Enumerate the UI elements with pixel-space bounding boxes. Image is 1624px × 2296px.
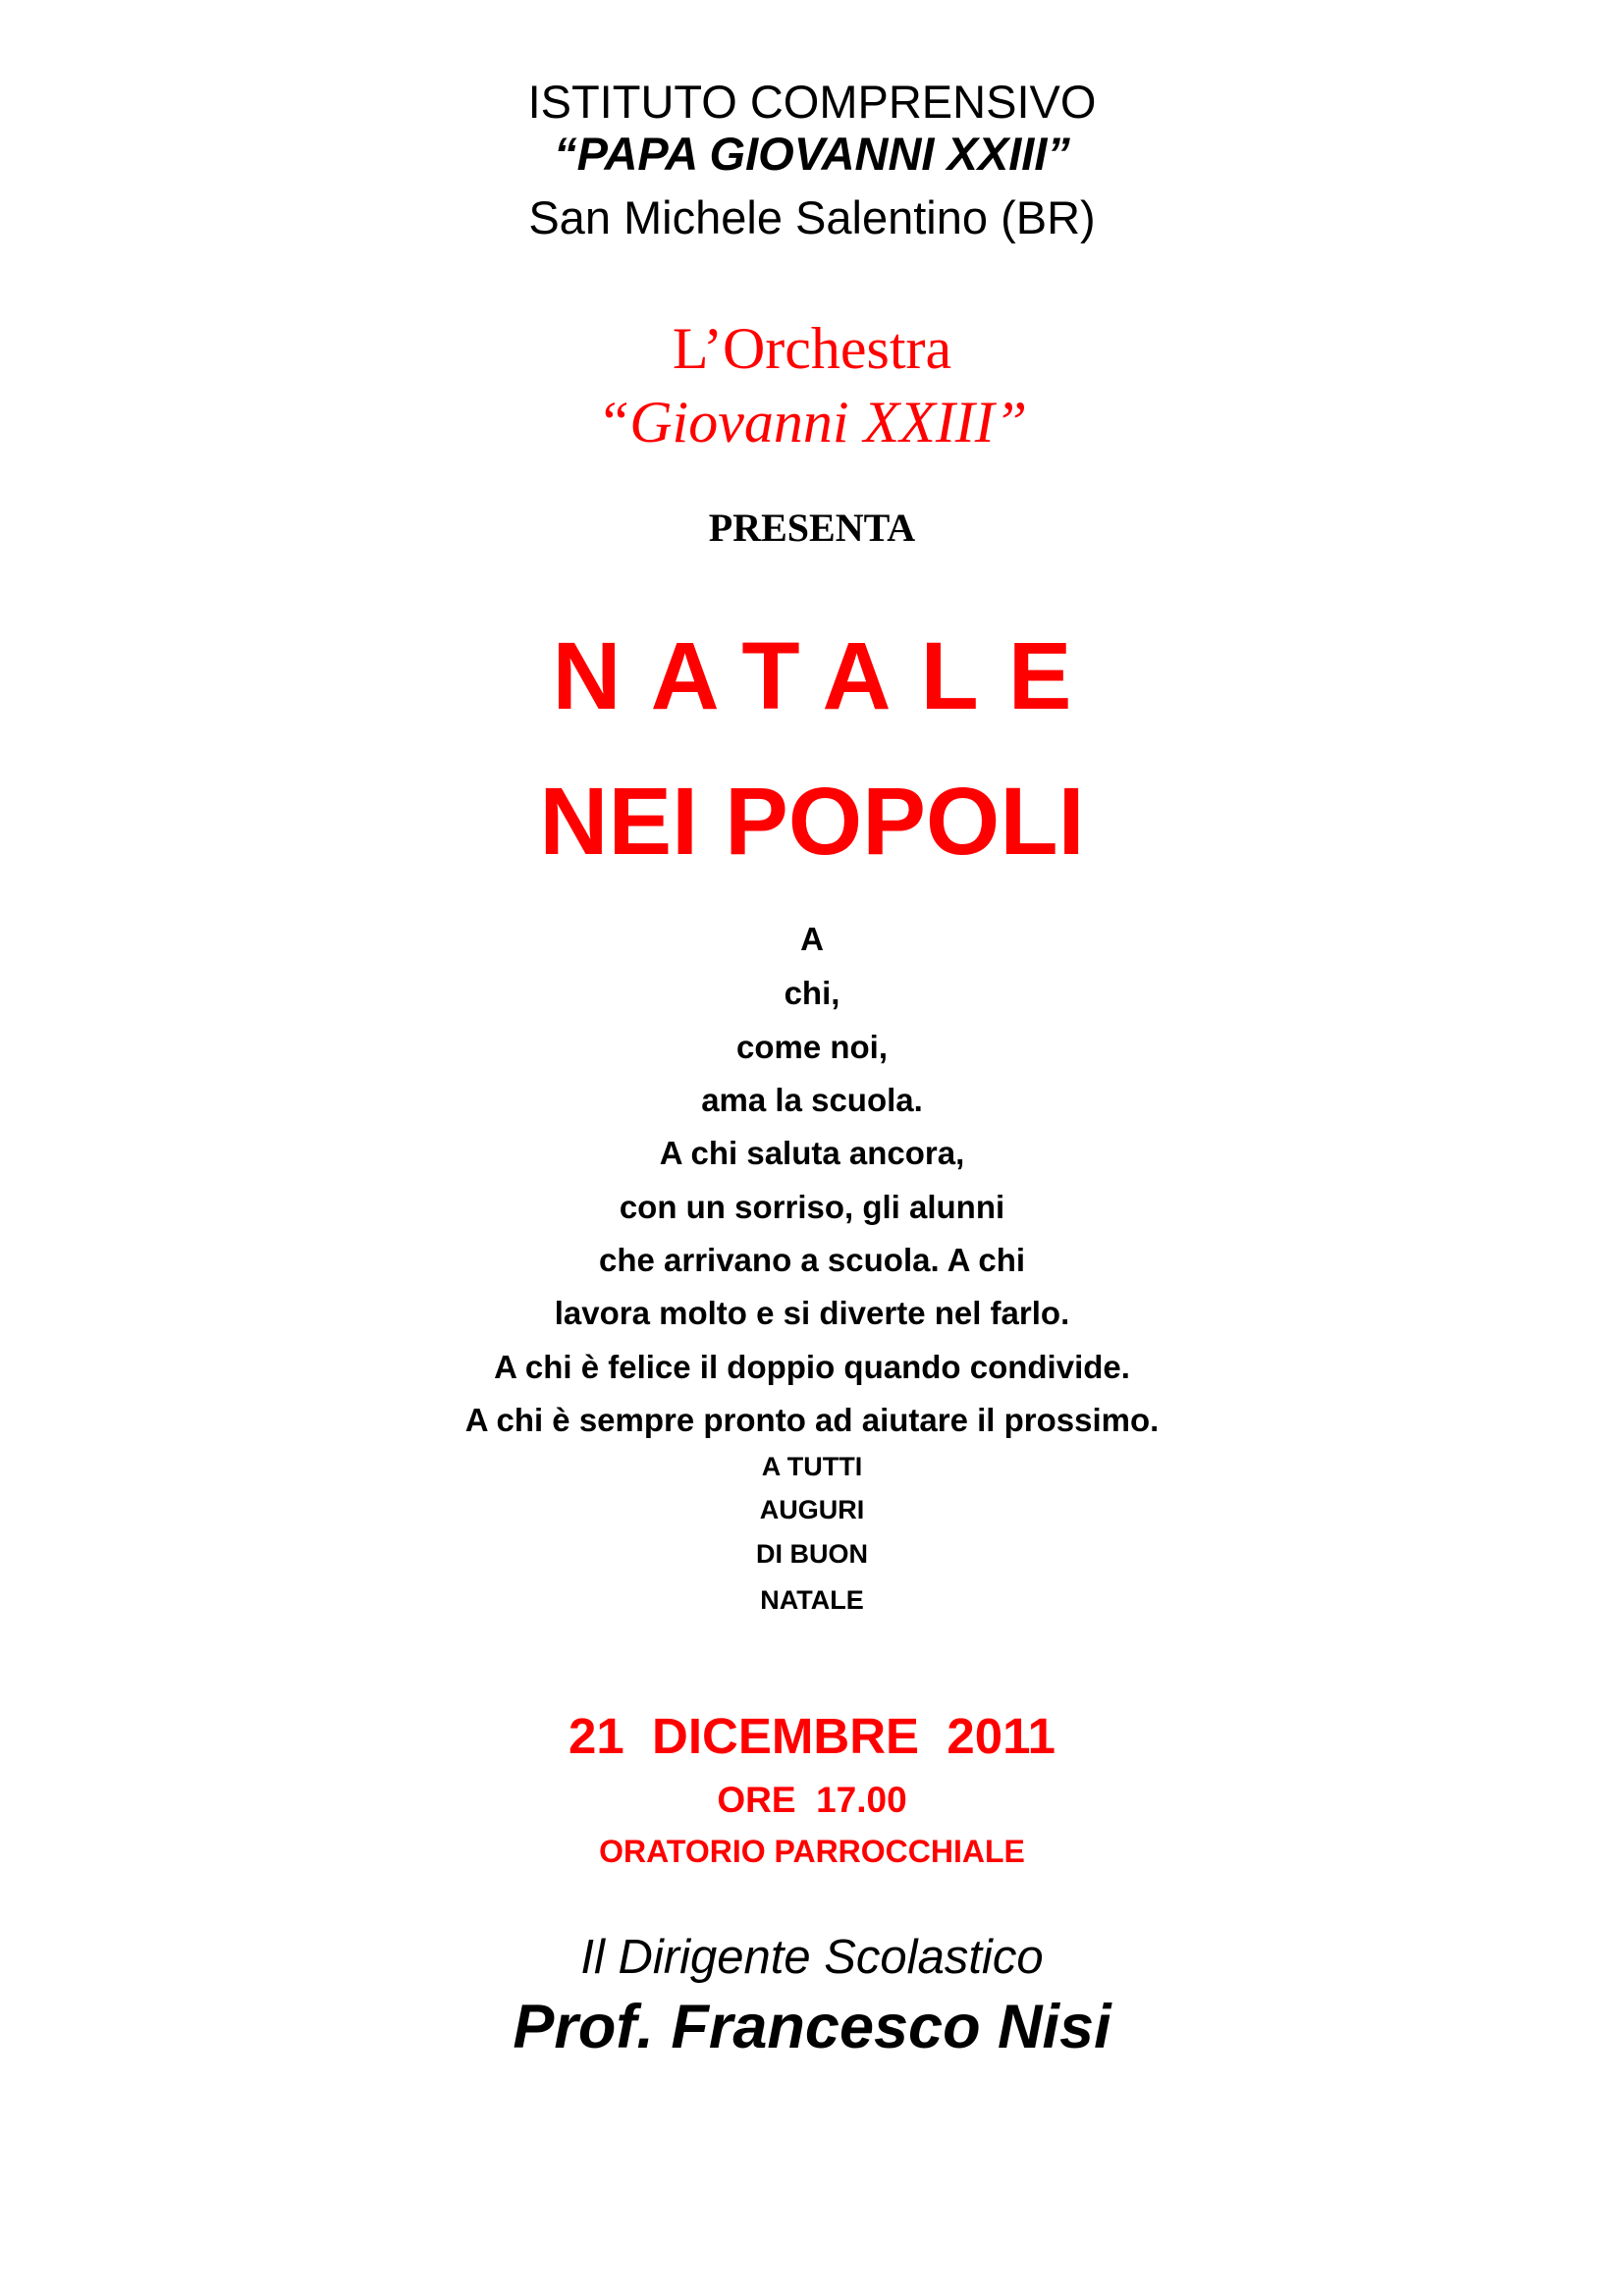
event-place: ORATORIO PARROCCHIALE (599, 1834, 1025, 1869)
poem-line: con un sorriso, gli alunni (619, 1189, 1005, 1225)
poem-line: che arrivano a scuola. A chi (598, 1242, 1026, 1278)
greeting-line: NATALE (760, 1585, 864, 1615)
poem-line: A chi è sempre pronto ad aiutare il prossimo. (464, 1402, 1160, 1438)
school-type-heading: ISTITUTO COMPRENSIVO (527, 76, 1097, 128)
event-date (0, 1708, 1624, 1764)
school-name-heading: “PAPA GIOVANNI XXIII” (554, 128, 1070, 180)
event-title-line-1 (0, 622, 1624, 729)
poem-line: A chi saluta ancora, (659, 1135, 965, 1171)
signature-role: Il Dirigente Scolastico (580, 1931, 1044, 1984)
event-title-text: NATALE (552, 622, 1102, 729)
orchestra-label: L’Orchestra (672, 316, 952, 381)
poem-line: come noi, (735, 1029, 889, 1065)
poem-line: lavora molto e si diverte nel farlo. (554, 1295, 1070, 1331)
event-time-text: ORE 17.00 (717, 1780, 907, 1820)
greeting-line: AUGURI (759, 1495, 865, 1524)
greeting-line: A TUTTI (761, 1452, 863, 1481)
event-time (0, 1782, 1624, 1818)
poem-line: A (800, 921, 824, 957)
signature-name: Prof. Francesco Nisi (513, 1993, 1111, 2061)
poem-line: A chi è felice il doppio quando condivide. (494, 1349, 1130, 1385)
event-title-line-2: NEI POPOLI (539, 768, 1085, 875)
greeting-line: DI BUON (756, 1539, 868, 1569)
poem-line: chi, (784, 975, 840, 1011)
event-date-text: 21 DICEMBRE 2011 (568, 1708, 1056, 1764)
presents-label: PRESENTA (708, 506, 916, 550)
orchestra-name: “Giovanni XXIII” (596, 390, 1028, 454)
poem-line: ama la scuola. (701, 1082, 923, 1118)
school-city-heading: San Michele Salentino (BR) (528, 191, 1096, 243)
